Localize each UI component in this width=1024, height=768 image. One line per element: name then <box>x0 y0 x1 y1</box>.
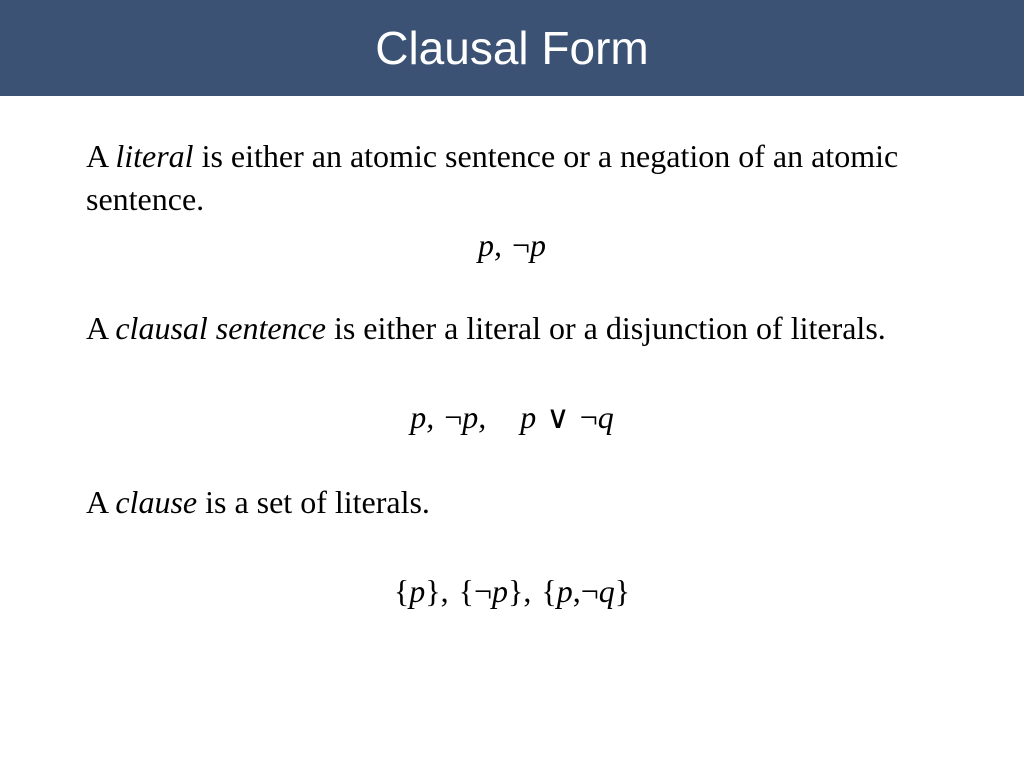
literal-definition-prefix: A <box>86 138 116 174</box>
brace-open: { <box>458 573 474 609</box>
brace-close: } <box>614 573 631 609</box>
clause-example <box>0 571 1024 611</box>
comma-separator: , <box>572 573 581 609</box>
disjunction-symbol: ∨ <box>546 399 570 435</box>
clause-term: clause <box>115 484 198 520</box>
brace-open: { <box>393 573 410 609</box>
negation-symbol: ¬ <box>511 227 531 263</box>
literal-example-p-negated: p <box>530 227 547 263</box>
brace-close: }, <box>508 573 532 609</box>
literal-term: literal <box>115 138 194 174</box>
clausal-sentence-definition <box>86 307 946 350</box>
literal-example-p: p <box>477 227 494 263</box>
clause-definition-prefix: A <box>86 484 116 520</box>
negation-symbol: ¬ <box>579 399 598 435</box>
title-bar <box>0 0 1024 96</box>
literal-example <box>0 225 1024 265</box>
slide-title: Clausal Form <box>375 22 649 74</box>
negation-symbol: ¬ <box>473 573 492 609</box>
brace-close: }, <box>425 573 449 609</box>
clausal-sentence-definition-prefix: A <box>86 310 116 346</box>
clausal-sentence-definition-text: is either a literal or a disjunction of literals. <box>325 310 886 346</box>
literal-definition <box>86 135 946 221</box>
literal-example-comma: , <box>493 227 502 263</box>
negation-symbol: ¬ <box>580 573 599 609</box>
clause-example-not-p: p <box>492 573 508 609</box>
clausal-sentence-term: clausal sentence <box>115 310 326 346</box>
clause-example-p: p <box>409 573 426 609</box>
clausal-example-p: p, <box>410 399 435 435</box>
clausal-example-not-p: p, <box>462 399 487 435</box>
clause-example-set-p: p <box>556 573 573 609</box>
clausal-sentence-example <box>0 397 1024 437</box>
clausal-example-disjunct-p: p <box>520 399 537 435</box>
clause-definition-text: is a set of literals. <box>197 484 430 520</box>
brace-open: { <box>541 573 557 609</box>
clausal-example-disjunct-q: q <box>597 399 614 435</box>
clause-definition <box>86 481 946 524</box>
negation-symbol: ¬ <box>444 399 463 435</box>
literal-definition-text: is either an atomic sentence or a negation of an atomic sentence. <box>86 138 899 217</box>
clause-example-set-q: q <box>598 573 615 609</box>
